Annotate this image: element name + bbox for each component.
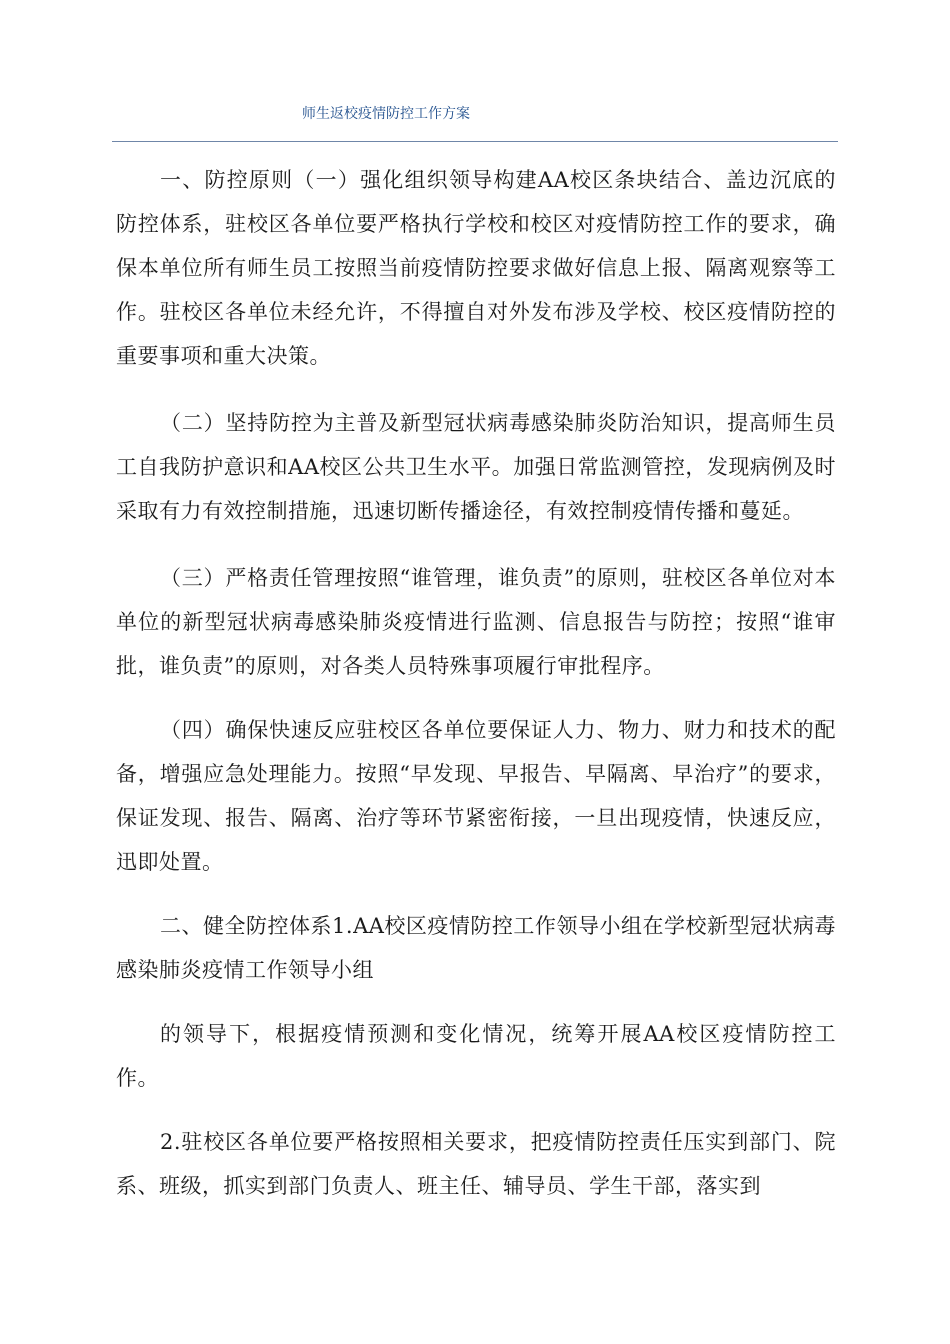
document-body [116,158,836,1208]
paragraph-unit-duties: 2.驻校区各单位要严格按照相关要求，把疫情防控责任压实到部门、院系、班级，抓实到部门负责人、班主任、辅导员、学生干部，落实到 [116,1130,836,1198]
header-divider [112,141,838,142]
paragraph-responsibility: （三）严格责任管理按照“谁管理，谁负责”的原则，驻校区各单位对本单位的新型冠状病毒感染肺炎疫情进行监测、信息报告与防控；按照“谁审批，谁负责”的原则，对各类人员特殊事项履行审批程序。 [116,566,836,678]
paragraph-prevention-first: （二）坚持防控为主普及新型冠状病毒感染肺炎防治知识，提高师生员工自我防护意识和AA校区公共卫生水平。加强日常监测管控，发现病例及时采取有力有效控制措施，迅速切断传播途径，有效控制疫情传播和蔓延。 [116,411,836,523]
paragraph-principles: 一、防控原则（一）强化组织领导构建AA校区条块结合、盖边沉底的防控体系，驻校区各单位要严格执行学校和校区对疫情防控工作的要求，确保本单位所有师生员工按照当前疫情防控要求做好信息上报、隔离观察等工作。驻校区各单位未经允许，不得擅自对外发布涉及学校、校区疫情防控的重要事项和重大决策。 [116,168,836,368]
paragraph-prevention-system: 二、健全防控体系1.AA校区疫情防控工作领导小组在学校新型冠状病毒感染肺炎疫情工作领导小组 [116,914,836,982]
document-header-title: 师生返校疫情防控工作方案 [302,106,470,122]
paragraph-leadership: 的领导下，根据疫情预测和变化情况，统筹开展AA校区疫情防控工作。 [116,1022,836,1090]
paragraph-rapid-response: （四）确保快速反应驻校区各单位要保证人力、物力、财力和技术的配备，增强应急处理能力。按照“早发现、早报告、早隔离、早治疗”的要求，保证发现、报告、隔离、治疗等环节紧密衔接，一旦出现疫情，快速反应，迅即处置。 [116,718,836,874]
